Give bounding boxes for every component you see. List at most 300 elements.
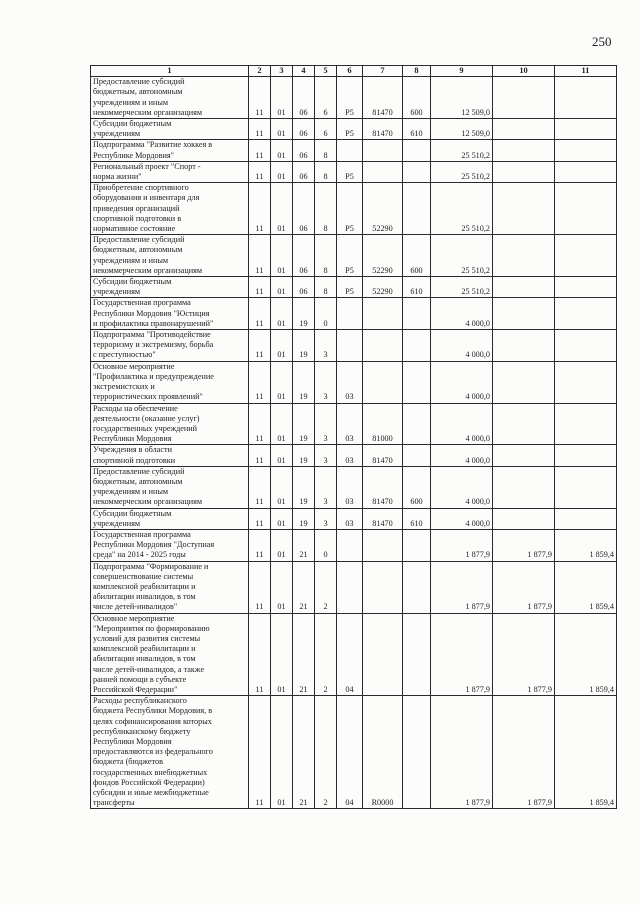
cell-c5: 6	[315, 119, 337, 140]
cell-c6: 04	[337, 613, 363, 696]
description-line: терроризму и экстремизму, борьба	[93, 340, 214, 350]
description-line: абилитации инвалидов, в том	[93, 654, 196, 664]
cell-c8: 610	[403, 277, 431, 298]
cell-c9: 1 877,9	[431, 613, 493, 696]
cell-c3: 01	[271, 277, 293, 298]
cell-c6	[337, 330, 363, 362]
cell-c10	[493, 235, 555, 277]
description-line: оборудования и инвентаря для	[93, 193, 200, 203]
cell-c8	[403, 298, 431, 330]
cell-c3: 01	[271, 361, 293, 403]
table-row	[91, 161, 617, 182]
row-description	[91, 277, 249, 298]
cell-c4: 19	[293, 298, 315, 330]
cell-c11: 1 859,4	[555, 561, 617, 613]
cell-c4: 06	[293, 161, 315, 182]
cell-c9: 4 000,0	[431, 445, 493, 466]
description-line: Подпрограмма "Развитие хоккея в	[93, 140, 213, 150]
description-line: бюджетным, автономным	[93, 476, 183, 486]
description-line: "Профилактика и предупреждение	[93, 371, 214, 381]
cell-c10	[493, 445, 555, 466]
cell-c8	[403, 561, 431, 613]
cell-c4: 21	[293, 561, 315, 613]
cell-c4: 06	[293, 183, 315, 235]
cell-c7	[363, 561, 403, 613]
col-header: 3	[271, 66, 293, 77]
cell-c9: 4 000,0	[431, 298, 493, 330]
cell-c5: 3	[315, 466, 337, 508]
cell-c4: 06	[293, 77, 315, 119]
description-line: и профилактика правонарушений"	[93, 318, 214, 328]
description-line: Основное мероприятие	[93, 361, 175, 371]
cell-c5: 2	[315, 561, 337, 613]
cell-c8	[403, 183, 431, 235]
cell-c2: 11	[249, 77, 271, 119]
cell-c11	[555, 508, 617, 529]
cell-c3: 01	[271, 235, 293, 277]
cell-c9: 25 510,2	[431, 140, 493, 161]
cell-c9: 4 000,0	[431, 361, 493, 403]
cell-c8	[403, 613, 431, 696]
table-row	[91, 298, 617, 330]
col-header: 7	[363, 66, 403, 77]
cell-c3: 01	[271, 77, 293, 119]
cell-c2: 11	[249, 330, 271, 362]
description-line: абилитации инвалидов, в том	[93, 592, 196, 602]
row-description	[91, 613, 249, 696]
description-line: бюджетным, автономным	[93, 245, 183, 255]
row-description	[91, 235, 249, 277]
description-line: Республике Мордовия"	[93, 150, 174, 160]
cell-c4: 21	[293, 696, 315, 809]
description-line: Предоставление субсидий	[93, 235, 185, 245]
description-line: Расходы республиканского	[93, 696, 187, 706]
cell-c7	[363, 361, 403, 403]
cell-c8	[403, 361, 431, 403]
cell-c11	[555, 235, 617, 277]
cell-c8: 600	[403, 235, 431, 277]
description-line: Приобретение спортивного	[93, 183, 189, 193]
cell-c2: 11	[249, 508, 271, 529]
cell-c5: 3	[315, 403, 337, 445]
cell-c11	[555, 466, 617, 508]
description-line: Республики Мордовия	[93, 434, 172, 444]
cell-c5: 6	[315, 77, 337, 119]
cell-c9: 4 000,0	[431, 466, 493, 508]
cell-c6: 03	[337, 508, 363, 529]
description-line: бюджета (бюджетов	[93, 757, 163, 767]
row-description	[91, 561, 249, 613]
cell-c2: 11	[249, 361, 271, 403]
cell-c10: 1 877,9	[493, 696, 555, 809]
cell-c6: 03	[337, 466, 363, 508]
cell-c9: 1 877,9	[431, 529, 493, 561]
cell-c10	[493, 403, 555, 445]
table-row	[91, 445, 617, 466]
cell-c4: 19	[293, 508, 315, 529]
cell-c11	[555, 361, 617, 403]
description-line: Республики Мордовия "Юстиция	[93, 308, 210, 318]
cell-c11	[555, 445, 617, 466]
row-description	[91, 330, 249, 362]
cell-c11: 1 859,4	[555, 613, 617, 696]
cell-c9: 12 509,0	[431, 77, 493, 119]
cell-c9: 4 000,0	[431, 508, 493, 529]
cell-c10	[493, 361, 555, 403]
cell-c11	[555, 277, 617, 298]
col-header: 5	[315, 66, 337, 77]
table-row	[91, 696, 617, 809]
cell-c2: 11	[249, 161, 271, 182]
cell-c2: 11	[249, 235, 271, 277]
cell-c10: 1 877,9	[493, 613, 555, 696]
cell-c8	[403, 161, 431, 182]
cell-c7	[363, 330, 403, 362]
cell-c7	[363, 140, 403, 161]
budget-table	[90, 65, 617, 809]
table-row	[91, 508, 617, 529]
cell-c5: 3	[315, 330, 337, 362]
description-line: спортивной подготовки в	[93, 213, 182, 223]
cell-c10	[493, 119, 555, 140]
cell-c3: 01	[271, 298, 293, 330]
col-header: 1	[91, 66, 249, 77]
row-description	[91, 466, 249, 508]
description-line: Учреждения в области	[93, 445, 172, 455]
description-line: некоммерческим организациям	[93, 265, 203, 275]
description-line: некоммерческим организациям	[93, 497, 203, 507]
row-description	[91, 298, 249, 330]
description-line: спортивной подготовки	[93, 455, 176, 465]
cell-c3: 01	[271, 466, 293, 508]
cell-c8: 600	[403, 77, 431, 119]
cell-c10	[493, 330, 555, 362]
cell-c7: 81470	[363, 77, 403, 119]
description-line: бюджета Республики Мордовия, в	[93, 706, 213, 716]
description-line: "Мероприятия по формированию	[93, 623, 210, 633]
cell-c9: 1 877,9	[431, 696, 493, 809]
cell-c3: 01	[271, 161, 293, 182]
cell-c4: 19	[293, 445, 315, 466]
cell-c3: 01	[271, 119, 293, 140]
cell-c8	[403, 529, 431, 561]
description-line: фондов Российской Федерации)	[93, 777, 205, 787]
cell-c7: 81000	[363, 403, 403, 445]
cell-c5: 2	[315, 613, 337, 696]
cell-c6: P5	[337, 235, 363, 277]
cell-c6: P5	[337, 161, 363, 182]
cell-c3: 01	[271, 183, 293, 235]
cell-c3: 01	[271, 696, 293, 809]
cell-c6: 03	[337, 403, 363, 445]
cell-c3: 01	[271, 330, 293, 362]
cell-c10: 1 877,9	[493, 561, 555, 613]
description-line: приведения организаций	[93, 203, 180, 213]
description-line: Основное мероприятие	[93, 613, 175, 623]
cell-c4: 19	[293, 361, 315, 403]
table-row	[91, 361, 617, 403]
description-line: нормативное состояние	[93, 224, 176, 234]
cell-c2: 11	[249, 183, 271, 235]
cell-c11	[555, 298, 617, 330]
cell-c8	[403, 696, 431, 809]
cell-c5: 8	[315, 183, 337, 235]
cell-c9: 4 000,0	[431, 403, 493, 445]
cell-c3: 01	[271, 561, 293, 613]
row-description	[91, 529, 249, 561]
cell-c2: 11	[249, 445, 271, 466]
col-header: 11	[555, 66, 617, 77]
table-row	[91, 183, 617, 235]
description-line: Государственная программа	[93, 529, 191, 539]
col-header: 4	[293, 66, 315, 77]
description-line: Предоставление субсидий	[93, 466, 185, 476]
cell-c11	[555, 403, 617, 445]
description-line: Республики Мордовия	[93, 737, 172, 746]
cell-c3: 01	[271, 445, 293, 466]
row-description	[91, 361, 249, 403]
cell-c6: P5	[337, 277, 363, 298]
page-number: 250	[592, 34, 612, 49]
cell-c11	[555, 161, 617, 182]
cell-c7: 81470	[363, 119, 403, 140]
cell-c4: 21	[293, 529, 315, 561]
description-line: Предоставление субсидий	[93, 77, 185, 87]
description-line: совершенствование системы	[93, 571, 194, 581]
table-row	[91, 613, 617, 696]
cell-c5: 0	[315, 298, 337, 330]
cell-c9: 12 509,0	[431, 119, 493, 140]
description-line: ранней помощи в субъекте	[93, 674, 187, 684]
cell-c11: 1 859,4	[555, 696, 617, 809]
cell-c7	[363, 613, 403, 696]
description-line: субсидии и иные межбюджетные	[93, 788, 209, 798]
description-line: учреждениям	[93, 129, 141, 139]
cell-c7: 81470	[363, 445, 403, 466]
cell-c5: 3	[315, 508, 337, 529]
cell-c4: 06	[293, 277, 315, 298]
cell-c8: 610	[403, 508, 431, 529]
description-line: трансферты	[93, 798, 135, 808]
description-line: государственных учреждений	[93, 423, 198, 433]
cell-c3: 01	[271, 140, 293, 161]
col-header: 10	[493, 66, 555, 77]
description-line: Подпрограмма "Формирование и	[93, 561, 209, 571]
col-header: 9	[431, 66, 493, 77]
table-row	[91, 277, 617, 298]
table-row	[91, 119, 617, 140]
cell-c11	[555, 77, 617, 119]
cell-c7: 81470	[363, 466, 403, 508]
table-row	[91, 77, 617, 119]
table-row	[91, 403, 617, 445]
cell-c10	[493, 277, 555, 298]
table-row	[91, 466, 617, 508]
description-line: Подпрограмма "Противодействие	[93, 330, 211, 340]
cell-c10	[493, 508, 555, 529]
description-line: Государственная программа	[93, 298, 191, 308]
cell-c11	[555, 183, 617, 235]
cell-c6: 04	[337, 696, 363, 809]
cell-c10	[493, 140, 555, 161]
cell-c4: 19	[293, 466, 315, 508]
row-description	[91, 77, 249, 119]
cell-c8: 610	[403, 119, 431, 140]
cell-c2: 11	[249, 119, 271, 140]
description-line: комплексной реабилитации и	[93, 581, 196, 591]
cell-c7: 52290	[363, 235, 403, 277]
description-line: среда" на 2014 - 2025 годы	[93, 550, 186, 560]
cell-c5: 3	[315, 361, 337, 403]
description-line: учреждениям и иным	[93, 487, 169, 497]
cell-c5: 8	[315, 235, 337, 277]
description-line: числе детей-инвалидов"	[93, 602, 178, 612]
cell-c8: 600	[403, 466, 431, 508]
row-description	[91, 445, 249, 466]
description-line: учреждениям	[93, 287, 141, 297]
cell-c9: 4 000,0	[431, 330, 493, 362]
cell-c4: 19	[293, 330, 315, 362]
description-line: республиканскому бюджету	[93, 726, 191, 736]
col-header: 2	[249, 66, 271, 77]
cell-c10	[493, 77, 555, 119]
cell-c7: 52290	[363, 277, 403, 298]
description-line: учреждениям	[93, 518, 141, 528]
cell-c10	[493, 183, 555, 235]
cell-c6: P5	[337, 77, 363, 119]
row-description	[91, 508, 249, 529]
cell-c5: 8	[315, 161, 337, 182]
cell-c2: 11	[249, 277, 271, 298]
cell-c8	[403, 140, 431, 161]
cell-c6	[337, 529, 363, 561]
cell-c4: 21	[293, 613, 315, 696]
cell-c6: 03	[337, 361, 363, 403]
description-line: условий для развития системы	[93, 633, 201, 643]
cell-c5: 2	[315, 696, 337, 809]
cell-c3: 01	[271, 613, 293, 696]
cell-c2: 11	[249, 298, 271, 330]
table-row	[91, 235, 617, 277]
cell-c11: 1 859,4	[555, 529, 617, 561]
cell-c9: 25 510,2	[431, 235, 493, 277]
cell-c5: 8	[315, 140, 337, 161]
cell-c6	[337, 561, 363, 613]
row-description	[91, 119, 249, 140]
description-line: Региональный проект "Спорт -	[93, 161, 201, 171]
description-line: комплексной реабилитации и	[93, 644, 196, 654]
description-line: учреждениям и иным	[93, 97, 169, 107]
table-row	[91, 140, 617, 161]
cell-c10	[493, 466, 555, 508]
description-line: числе детей-инвалидов, а также	[93, 664, 205, 674]
row-description	[91, 183, 249, 235]
description-line: некоммерческим организациям	[93, 107, 203, 117]
cell-c6: P5	[337, 183, 363, 235]
cell-c7	[363, 161, 403, 182]
description-line: Расходы на обеспечение	[93, 403, 178, 413]
cell-c7	[363, 529, 403, 561]
cell-c3: 01	[271, 508, 293, 529]
description-line: с преступностью"	[93, 350, 156, 360]
cell-c8	[403, 403, 431, 445]
cell-c2: 11	[249, 696, 271, 809]
cell-c2: 11	[249, 466, 271, 508]
description-line: бюджетным, автономным	[93, 87, 183, 97]
cell-c2: 11	[249, 403, 271, 445]
cell-c10: 1 877,9	[493, 529, 555, 561]
cell-c6	[337, 140, 363, 161]
cell-c4: 06	[293, 119, 315, 140]
description-line: Субсидии бюджетным	[93, 119, 172, 129]
table-row	[91, 561, 617, 613]
cell-c11	[555, 140, 617, 161]
cell-c9: 25 510,2	[431, 183, 493, 235]
cell-c10	[493, 298, 555, 330]
cell-c6: 03	[337, 445, 363, 466]
table-header-row	[91, 66, 617, 77]
cell-c3: 01	[271, 529, 293, 561]
description-line: норма жизни"	[93, 172, 142, 182]
cell-c2: 11	[249, 140, 271, 161]
col-header: 8	[403, 66, 431, 77]
cell-c9: 25 510,2	[431, 161, 493, 182]
description-line: учреждениям и иным	[93, 255, 169, 265]
cell-c2: 11	[249, 529, 271, 561]
description-line: экстремистских и	[93, 382, 155, 392]
cell-c5: 8	[315, 277, 337, 298]
description-line: Российской Федерации"	[93, 684, 178, 694]
cell-c7: 81470	[363, 508, 403, 529]
cell-c4: 06	[293, 140, 315, 161]
cell-c11	[555, 330, 617, 362]
cell-c2: 11	[249, 613, 271, 696]
description-line: Республики Мордовия "Доступная	[93, 540, 215, 550]
table-row	[91, 529, 617, 561]
cell-c6: P5	[337, 119, 363, 140]
cell-c6	[337, 298, 363, 330]
row-description	[91, 403, 249, 445]
cell-c2: 11	[249, 561, 271, 613]
cell-c4: 06	[293, 235, 315, 277]
cell-c8	[403, 330, 431, 362]
cell-c3: 01	[271, 403, 293, 445]
table-row	[91, 330, 617, 362]
cell-c5: 3	[315, 445, 337, 466]
cell-c9: 1 877,9	[431, 561, 493, 613]
row-description	[91, 140, 249, 161]
cell-c7: 52290	[363, 183, 403, 235]
cell-c4: 19	[293, 403, 315, 445]
description-line: Субсидии бюджетным	[93, 508, 172, 518]
cell-c8	[403, 445, 431, 466]
cell-c9: 25 510,2	[431, 277, 493, 298]
col-header: 6	[337, 66, 363, 77]
description-line: Субсидии бюджетным	[93, 277, 172, 287]
cell-c7: R0000	[363, 696, 403, 809]
cell-c7	[363, 298, 403, 330]
description-line: целях софинансирования которых	[93, 716, 212, 726]
row-description	[91, 161, 249, 182]
cell-c5: 0	[315, 529, 337, 561]
description-line: предоставляются из федерального	[93, 747, 213, 757]
description-line: террористических проявлений"	[93, 392, 203, 402]
description-line: государственных внебюджетных	[93, 767, 208, 777]
cell-c10	[493, 161, 555, 182]
description-line: деятельности (оказание услуг)	[93, 413, 200, 423]
row-description	[91, 696, 249, 809]
cell-c11	[555, 119, 617, 140]
